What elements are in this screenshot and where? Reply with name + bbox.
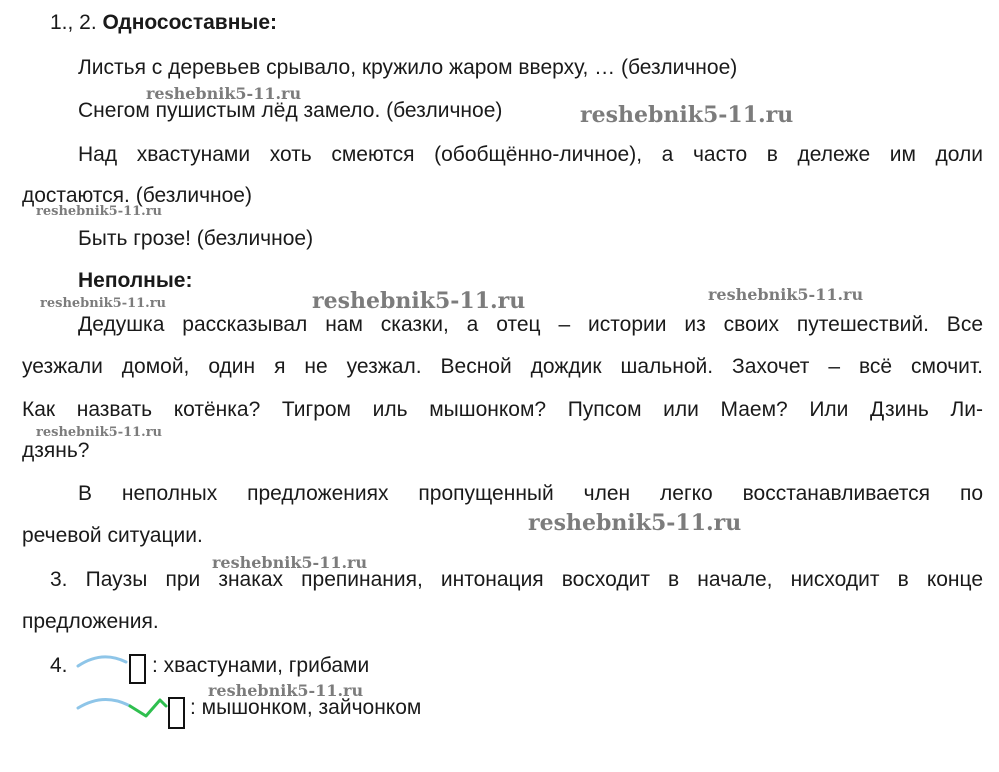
text-line: Как назвать котёнка? Тигром иль мышонком? Пупсом или Маем? Или Дзинь Ли-	[22, 398, 983, 421]
text-line: дзянь?	[22, 439, 90, 462]
watermark-text: reshebnik5-11.ru	[146, 84, 302, 103]
section1-title	[50, 10, 277, 36]
incomplete-heading: Неполные:	[78, 269, 193, 292]
watermark-text: reshebnik5-11.ru	[40, 296, 167, 311]
watermark-text: reshebnik5-11.ru	[36, 204, 163, 219]
text-line: предложения.	[22, 610, 159, 633]
watermark-text: reshebnik5-11.ru	[580, 102, 794, 128]
section4-number: 4.	[50, 654, 68, 677]
text-line: уезжали домой, один я не уезжал. Весной дождик шальной. Захочет – всё смочит.	[22, 355, 983, 378]
text-line: речевой ситуации.	[22, 524, 203, 547]
section1-heading: Односоставные:	[102, 11, 277, 34]
text-line: В неполных предложениях пропущенный член легко восстанавливается по	[78, 482, 983, 505]
text-line: 3. Паузы при знаках препинания, интонация восходит в начале, нисходит в конце	[50, 568, 983, 591]
scheme-row1-text: : хвастунами, грибами	[152, 654, 370, 677]
text-line: Снегом пушистым лёд замело. (безличное)	[78, 99, 503, 122]
text-line: Дедушка рассказывал нам сказки, а отец – истории из своих путешествий. Все	[78, 313, 983, 336]
watermark-text: reshebnik5-11.ru	[208, 681, 364, 700]
text-line: Листья с деревьев срывало, кружило жаром вверху, … (безличное)	[78, 56, 738, 79]
watermark-text: reshebnik5-11.ru	[312, 288, 526, 314]
text-line: Быть грозе! (безличное)	[78, 227, 314, 250]
wavy-underline-scheme-icon	[74, 652, 154, 686]
watermark-text: reshebnik5-11.ru	[708, 285, 864, 304]
watermark-text: reshebnik5-11.ru	[36, 425, 163, 440]
wavy-zigzag-scheme-icon	[74, 692, 194, 732]
text-line: Над хвастунами хоть смеются (обобщённо-личное), а часто в дележе им доли	[78, 143, 983, 166]
section1-number: 1., 2.	[50, 11, 97, 34]
scheme-row2-text: : мышонком, зайчонком	[190, 696, 422, 719]
watermark-text: reshebnik5-11.ru	[528, 510, 742, 536]
watermark-text: reshebnik5-11.ru	[212, 553, 368, 572]
text-line: достаются. (безличное)	[22, 184, 252, 207]
